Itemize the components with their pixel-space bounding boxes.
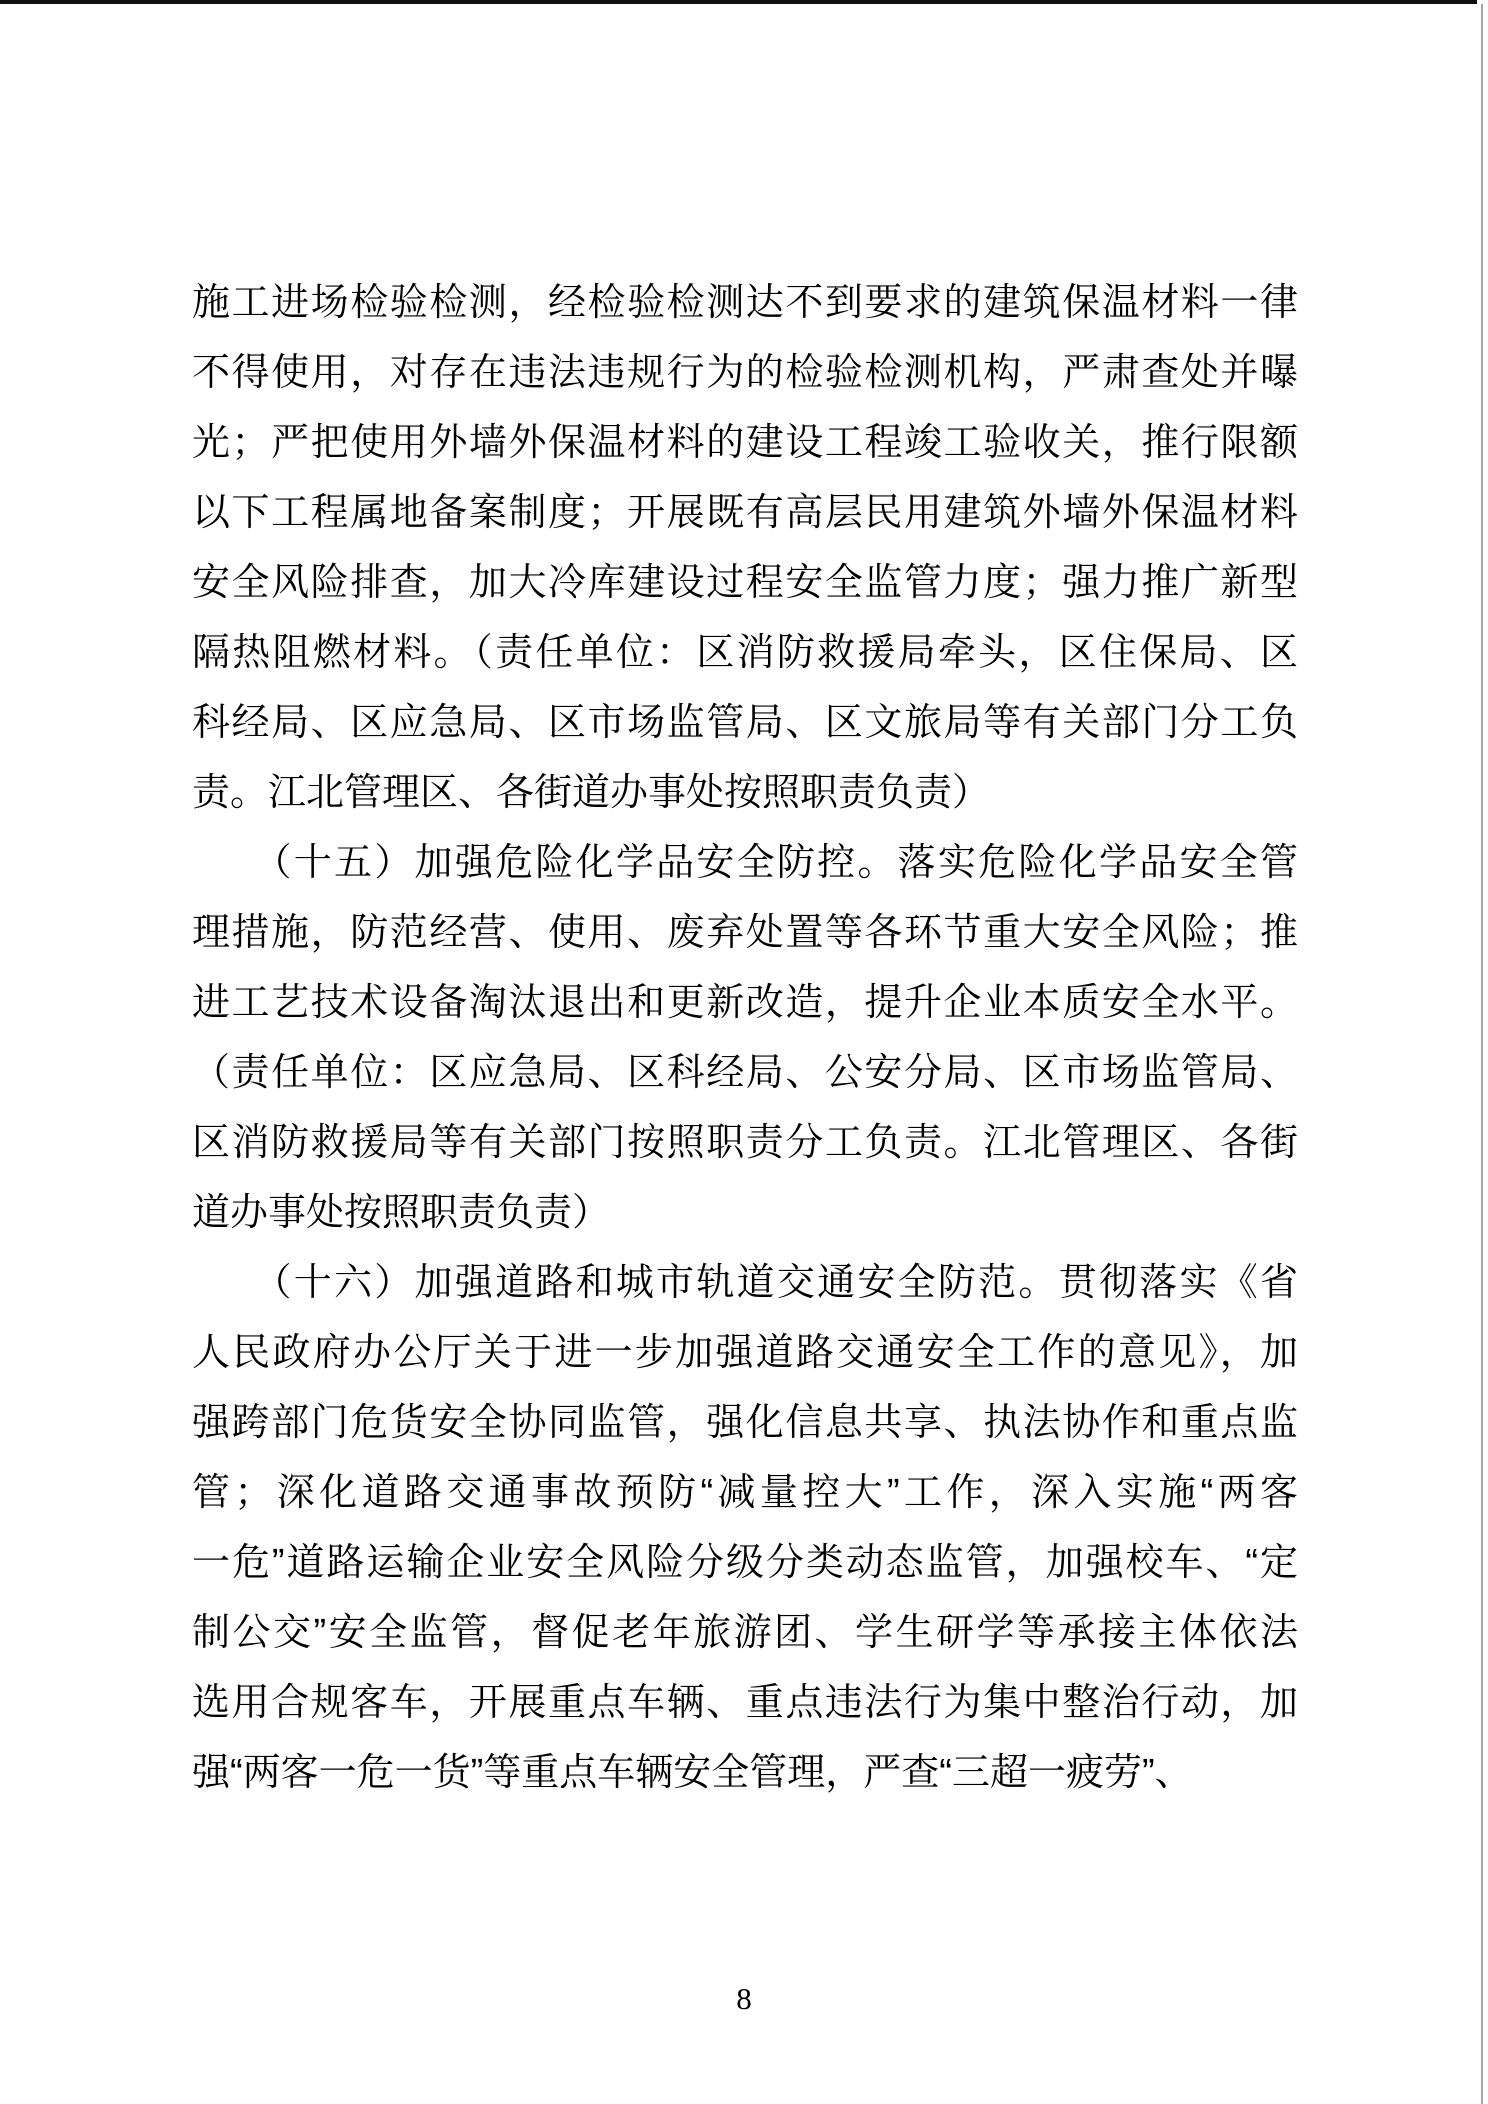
- text-line: 强跨部门危货安全协同监管，强化信息共享、执法协作和重点监: [192, 1402, 1298, 1444]
- page-top-border: [0, 0, 1477, 4]
- text-line: 以下工程属地备案制度；开展既有高层民用建筑外墙外保温材料: [192, 492, 1298, 534]
- text-line: （十六）加强道路和城市轨道交通安全防范。贯彻落实《省: [192, 1262, 1298, 1304]
- page-right-border: [1481, 4, 1483, 2104]
- paragraph: [192, 828, 1298, 1248]
- text-line: 责。江北管理区、各街道办事处按照职责负责）: [192, 772, 991, 814]
- text-line: 道办事处按照职责负责）: [192, 1192, 611, 1234]
- page-footer: [0, 1982, 1488, 2016]
- text-line: 选用合规客车，开展重点车辆、重点违法行为集中整治行动，加: [192, 1682, 1298, 1724]
- text-line: 理措施，防范经营、使用、废弃处置等各环节重大安全风险；推: [192, 912, 1298, 954]
- paragraph: [192, 1248, 1298, 1808]
- text-line: （十五）加强危险化学品安全防控。落实危险化学品安全管: [192, 842, 1298, 884]
- text-line: 安全风险排查，加大冷库建设过程安全监管力度；强力推广新型: [192, 562, 1298, 604]
- document-body-text: [192, 268, 1298, 1808]
- text-line: 施工进场检验检测，经检验检测达不到要求的建筑保温材料一律: [192, 282, 1298, 324]
- text-line: 进工艺技术设备淘汰退出和更新改造，提升企业本质安全水平。: [192, 982, 1298, 1024]
- text-line: 制公交”安全监管，督促老年旅游团、学生研学等承接主体依法: [192, 1612, 1298, 1654]
- text-line: 光；严把使用外墙外保温材料的建设工程竣工验收关，推行限额: [192, 422, 1298, 464]
- paragraph: [192, 268, 1298, 828]
- text-line: 科经局、区应急局、区市场监管局、区文旅局等有关部门分工负: [192, 702, 1298, 744]
- text-line: 隔热阻燃材料。（责任单位：区消防救援局牵头，区住保局、区: [192, 632, 1298, 674]
- text-line: （责任单位：区应急局、区科经局、公安分局、区市场监管局、: [192, 1052, 1298, 1094]
- text-line: 强“两客一危一货”等重点车辆安全管理，严查“三超一疲劳”、: [192, 1752, 1193, 1794]
- text-line: 不得使用，对存在违法违规行为的检验检测机构，严肃查处并曝: [192, 352, 1298, 394]
- text-line: 一危”道路运输企业安全风险分级分类动态监管，加强校车、“定: [192, 1542, 1298, 1584]
- text-line: 区消防救援局等有关部门按照职责分工负责。江北管理区、各街: [192, 1122, 1298, 1164]
- text-line: 管；深化道路交通事故预防“减量控大”工作，深入实施“两客: [192, 1472, 1298, 1514]
- page-number: 8: [736, 1981, 752, 2016]
- text-line: 人民政府办公厅关于进一步加强道路交通安全工作的意见》，加: [192, 1332, 1298, 1374]
